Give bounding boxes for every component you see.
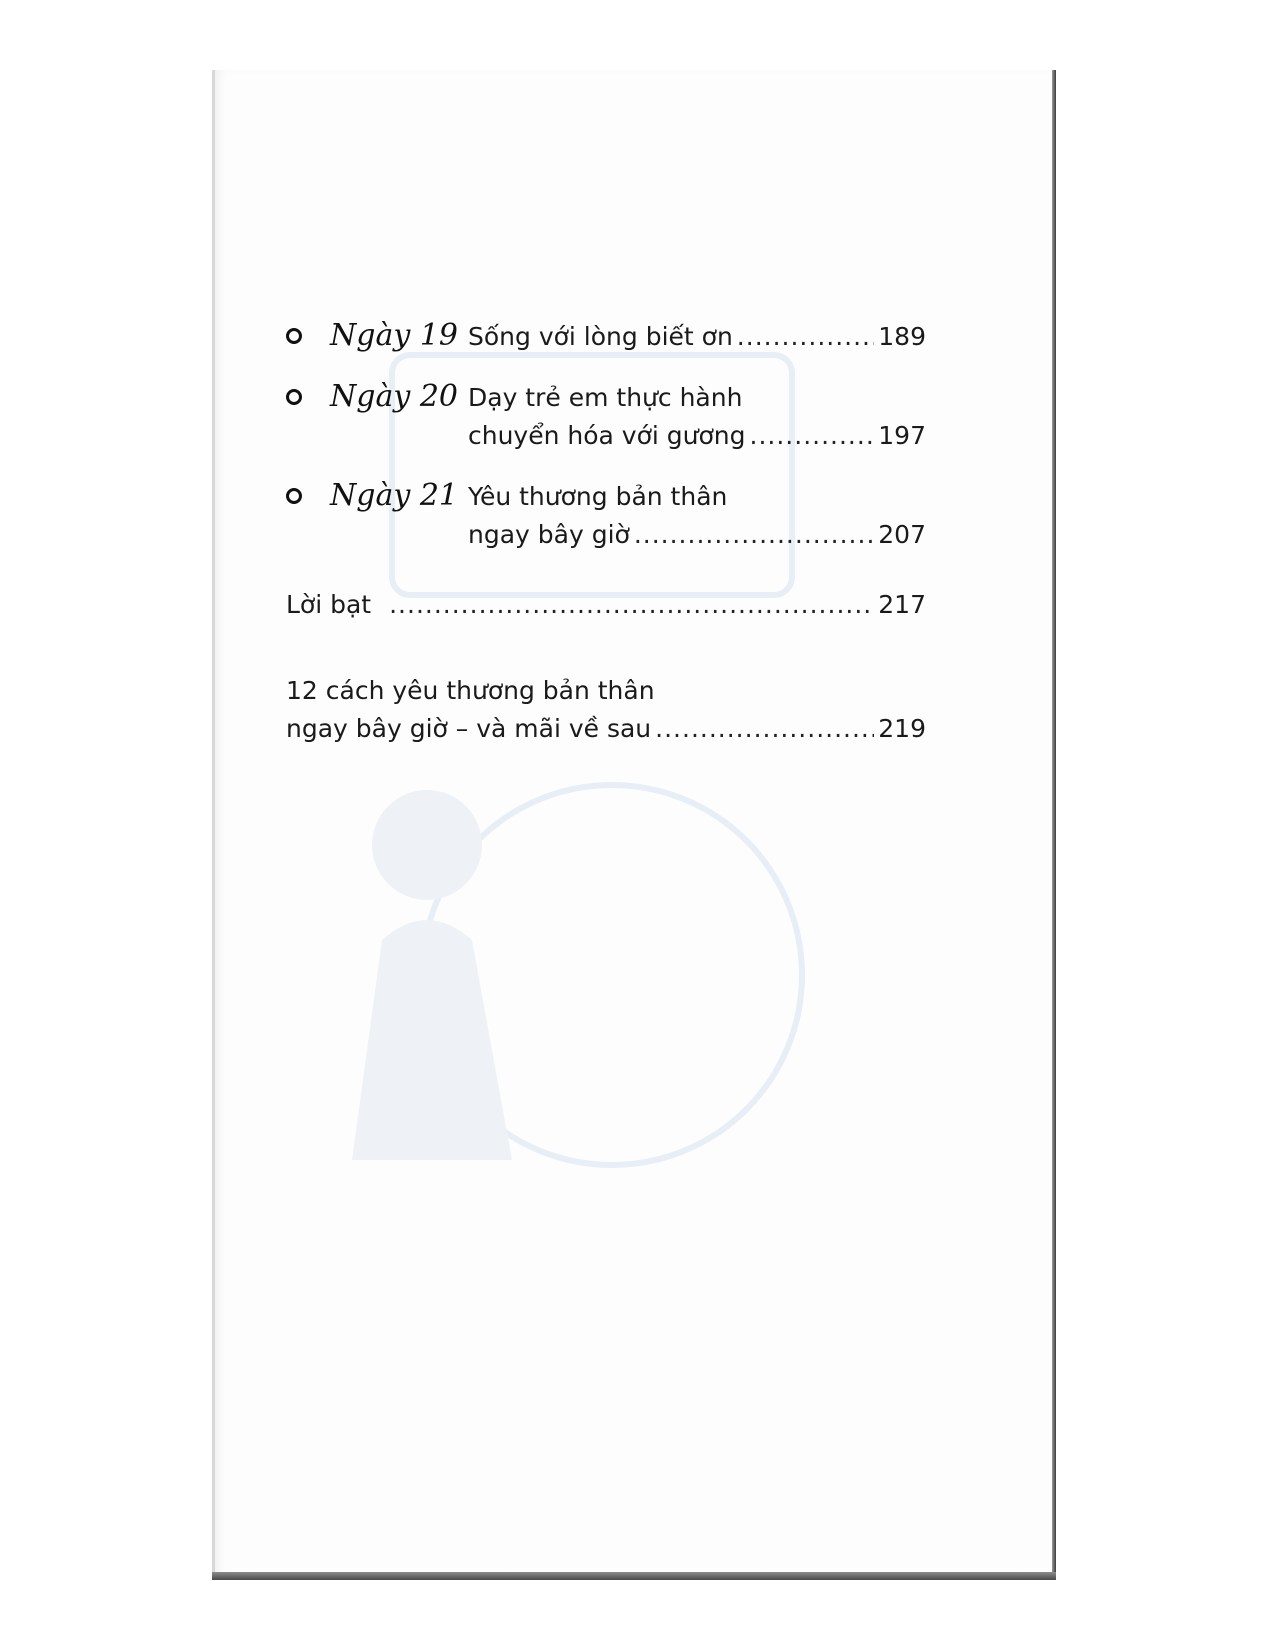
toc-entry-day-21[interactable]	[286, 478, 926, 554]
circle-bullet-icon	[286, 488, 302, 504]
entry-title: 12 cách yêu thương bản thân	[286, 676, 655, 705]
entry-title: Lời bạt	[286, 590, 372, 619]
entry-title: Dạy trẻ em thực hành	[468, 383, 743, 412]
circle-bullet-icon	[286, 328, 302, 344]
page-number: 217	[878, 590, 926, 619]
dot-leader	[634, 516, 874, 554]
circle-bullet-icon	[286, 389, 302, 405]
dot-leader	[750, 417, 874, 455]
toc-line	[468, 379, 926, 417]
page-number: 197	[878, 421, 926, 450]
dot-leader	[655, 710, 874, 748]
day-label: Ngày 21	[330, 478, 458, 513]
entry-title: Yêu thương bản thân	[468, 482, 728, 511]
toc-entry-afterword[interactable]	[286, 586, 926, 624]
toc-entry-twelve-ways[interactable]	[286, 672, 926, 748]
toc-entry-day-20[interactable]	[286, 379, 926, 455]
entry-title-continued: ngay bây giờ	[468, 520, 630, 549]
book-page	[212, 70, 1055, 1580]
toc-entry-day-19[interactable]	[286, 318, 926, 356]
entry-title-continued: ngay bây giờ – và mãi về sau	[286, 714, 652, 743]
toc-line	[286, 710, 926, 748]
page-edge-bottom	[212, 1572, 1056, 1580]
toc-line	[286, 672, 926, 710]
day-label: Ngày 20	[330, 379, 458, 414]
toc-line	[468, 478, 926, 516]
entry-title-continued: chuyển hóa với gương	[468, 421, 746, 450]
dot-leader	[389, 586, 874, 624]
page-number: 207	[878, 520, 926, 549]
toc-line	[468, 318, 926, 356]
toc-line	[286, 586, 926, 624]
page-number: 219	[878, 714, 926, 743]
page-number: 189	[878, 322, 926, 351]
table-of-contents	[286, 318, 926, 748]
day-label: Ngày 19	[330, 318, 458, 353]
page-edge-right	[1052, 70, 1056, 1580]
dot-leader	[737, 318, 874, 356]
toc-line	[468, 417, 926, 455]
page-edge-left	[212, 70, 215, 1580]
toc-line	[468, 516, 926, 554]
entry-title: Sống với lòng biết ơn	[468, 322, 733, 351]
